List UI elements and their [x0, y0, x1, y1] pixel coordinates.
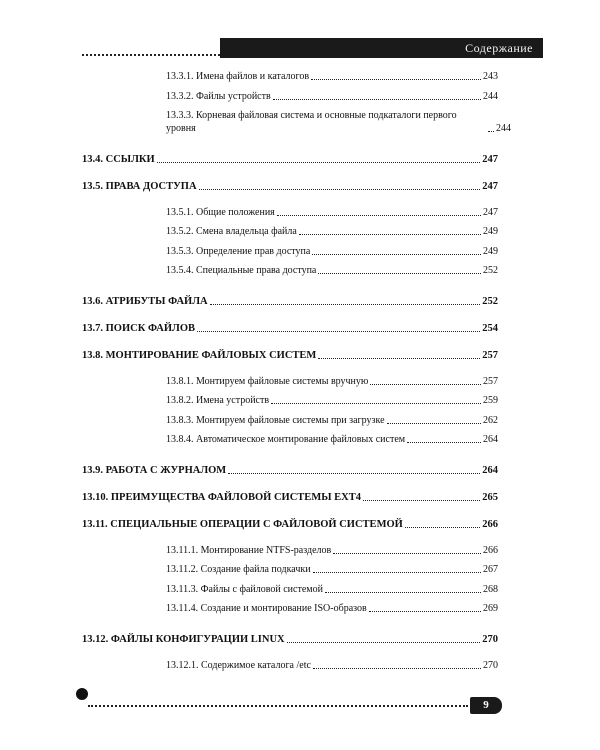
toc-entry-title: 13.8.1. Монтируем файловые системы вручную — [166, 376, 369, 387]
leader-dots — [407, 442, 481, 443]
toc-entry-page: 259 — [483, 395, 498, 406]
toc-section-page: 264 — [482, 465, 498, 476]
leader-dots — [210, 304, 481, 305]
leader-dots — [333, 553, 481, 554]
toc-section-page: 266 — [482, 519, 498, 530]
toc-entry-title: 13.8.2. Имена устройств — [166, 395, 270, 406]
leader-dots — [318, 273, 481, 274]
running-header: Содержание — [220, 38, 543, 58]
page-number: 9 — [470, 697, 502, 714]
toc-section[interactable] — [82, 153, 498, 166]
toc-entry-page: 269 — [483, 603, 498, 614]
toc-entry[interactable] — [166, 206, 498, 219]
leader-dots — [311, 79, 481, 80]
toc-section-title: 13.12. ФАЙЛЫ КОНФИГУРАЦИИ LINUX — [82, 634, 285, 645]
toc-entry-page: 244 — [483, 91, 498, 102]
toc-entry-title: 13.5.4. Специальные права доступа — [166, 265, 317, 276]
toc-entry[interactable] — [166, 225, 498, 238]
toc-entry[interactable] — [166, 563, 498, 576]
toc-section-title: 13.8. МОНТИРОВАНИЕ ФАЙЛОВЫХ СИСТЕМ — [82, 350, 317, 361]
toc-section-page: 247 — [482, 154, 498, 165]
toc-entry-page: 243 — [483, 71, 498, 82]
toc-section[interactable] — [82, 322, 498, 335]
toc-entry[interactable] — [166, 109, 511, 135]
toc-section[interactable] — [82, 349, 498, 362]
toc-entry[interactable] — [166, 245, 498, 258]
leader-dots — [273, 99, 481, 100]
toc-section[interactable] — [82, 464, 498, 477]
toc-section-page: 254 — [482, 323, 498, 334]
toc-section-title: 13.11. СПЕЦИАЛЬНЫЕ ОПЕРАЦИИ С ФАЙЛОВОЙ СИСТЕМОЙ — [82, 519, 403, 530]
toc-entry[interactable] — [166, 659, 498, 672]
leader-dots — [405, 527, 480, 528]
leader-dots — [228, 473, 480, 474]
toc-section-page: 252 — [482, 296, 498, 307]
toc-entry-title: 13.5.2. Смена владельца файла — [166, 226, 297, 237]
leader-dots — [199, 189, 481, 190]
toc-entry[interactable] — [166, 70, 498, 83]
toc-entry-page: 244 — [496, 123, 511, 134]
leader-dots — [313, 668, 481, 669]
toc-entry-title: 13.11.4. Создание и монтирование ISO-образов — [166, 603, 367, 614]
toc-entry-page: 257 — [483, 376, 498, 387]
toc-section-title: 13.10. ПРЕИМУЩЕСТВА ФАЙЛОВОЙ СИСТЕМЫ EXT4 — [82, 492, 361, 503]
toc-entry-page: 267 — [483, 564, 498, 575]
leader-dots — [488, 131, 494, 132]
toc-entry-page: 247 — [483, 207, 498, 218]
toc-entry[interactable] — [166, 583, 498, 596]
toc-entry[interactable] — [166, 433, 498, 446]
toc-entry-title: 13.12.1. Содержимое каталога /etc — [166, 660, 311, 671]
leader-dots — [312, 254, 481, 255]
toc-section[interactable] — [82, 633, 498, 646]
leader-dots — [363, 500, 480, 501]
toc-entry[interactable] — [166, 602, 498, 615]
toc-entry-page: 249 — [483, 246, 498, 257]
leader-dots — [157, 162, 481, 163]
toc-section[interactable] — [82, 295, 498, 308]
toc-entry-title: 13.11.2. Создание файла подкачки — [166, 564, 311, 575]
toc-entry-title: 13.11.1. Монтирование NTFS-разделов — [166, 545, 332, 556]
leader-dots — [387, 423, 481, 424]
toc-entry-title: 13.8.4. Автоматическое монтирование файловых систем — [166, 434, 406, 445]
toc-section-page: 257 — [482, 350, 498, 361]
toc-section[interactable] — [82, 491, 498, 504]
leader-dots — [271, 403, 481, 404]
toc-entry-page: 266 — [483, 545, 498, 556]
leader-dots — [277, 215, 481, 216]
toc-section-page: 270 — [482, 634, 498, 645]
toc-entry-title: 13.5.1. Общие положения — [166, 207, 275, 218]
leader-dots — [369, 611, 481, 612]
toc-entry-title: 13.8.3. Монтируем файловые системы при загрузке — [166, 415, 385, 426]
toc-section-title: 13.4. ССЫЛКИ — [82, 154, 155, 165]
toc-section-title: 13.6. АТРИБУТЫ ФАЙЛА — [82, 296, 208, 307]
toc-section-title: 13.9. РАБОТА С ЖУРНАЛОМ — [82, 465, 227, 476]
toc-section-title: 13.7. ПОИСК ФАЙЛОВ — [82, 323, 196, 334]
leader-dots — [313, 572, 481, 573]
toc-section[interactable] — [82, 518, 498, 531]
toc-entry[interactable] — [166, 414, 498, 427]
toc-entry-title: 13.3.3. Корневая файловая система и основные подкаталоги первого уровня — [166, 110, 457, 134]
toc-entry[interactable] — [166, 394, 498, 407]
toc-entry-title: 13.5.3. Определение прав доступа — [166, 246, 311, 257]
leader-dots — [299, 234, 481, 235]
toc-section-page: 247 — [482, 181, 498, 192]
leader-dots — [318, 358, 480, 359]
toc-entry-title: 13.11.3. Файлы с файловой системой — [166, 584, 323, 595]
toc-entry-page: 264 — [483, 434, 498, 445]
toc-entry-page: 270 — [483, 660, 498, 671]
toc-entry-title: 13.3.2. Файлы устройств — [166, 91, 271, 102]
toc-entry[interactable] — [166, 544, 498, 557]
footer-dotted-rule — [88, 705, 468, 707]
toc-entry-page: 262 — [483, 415, 498, 426]
leader-dots — [197, 331, 480, 332]
leader-dots — [325, 592, 481, 593]
toc-entry-page: 252 — [483, 265, 498, 276]
toc-entry-page: 268 — [483, 584, 498, 595]
toc-entry-page: 249 — [483, 226, 498, 237]
toc-section-page: 265 — [482, 492, 498, 503]
leader-dots — [370, 384, 481, 385]
toc-entry[interactable] — [166, 264, 498, 277]
toc-section[interactable] — [82, 180, 498, 193]
footer-bullet-dot — [76, 688, 88, 700]
toc-entry-title: 13.3.1. Имена файлов и каталогов — [166, 71, 310, 82]
toc-entry[interactable] — [166, 375, 498, 388]
leader-dots — [287, 642, 481, 643]
toc-entry[interactable] — [166, 90, 498, 103]
toc-section-title: 13.5. ПРАВА ДОСТУПА — [82, 181, 197, 192]
